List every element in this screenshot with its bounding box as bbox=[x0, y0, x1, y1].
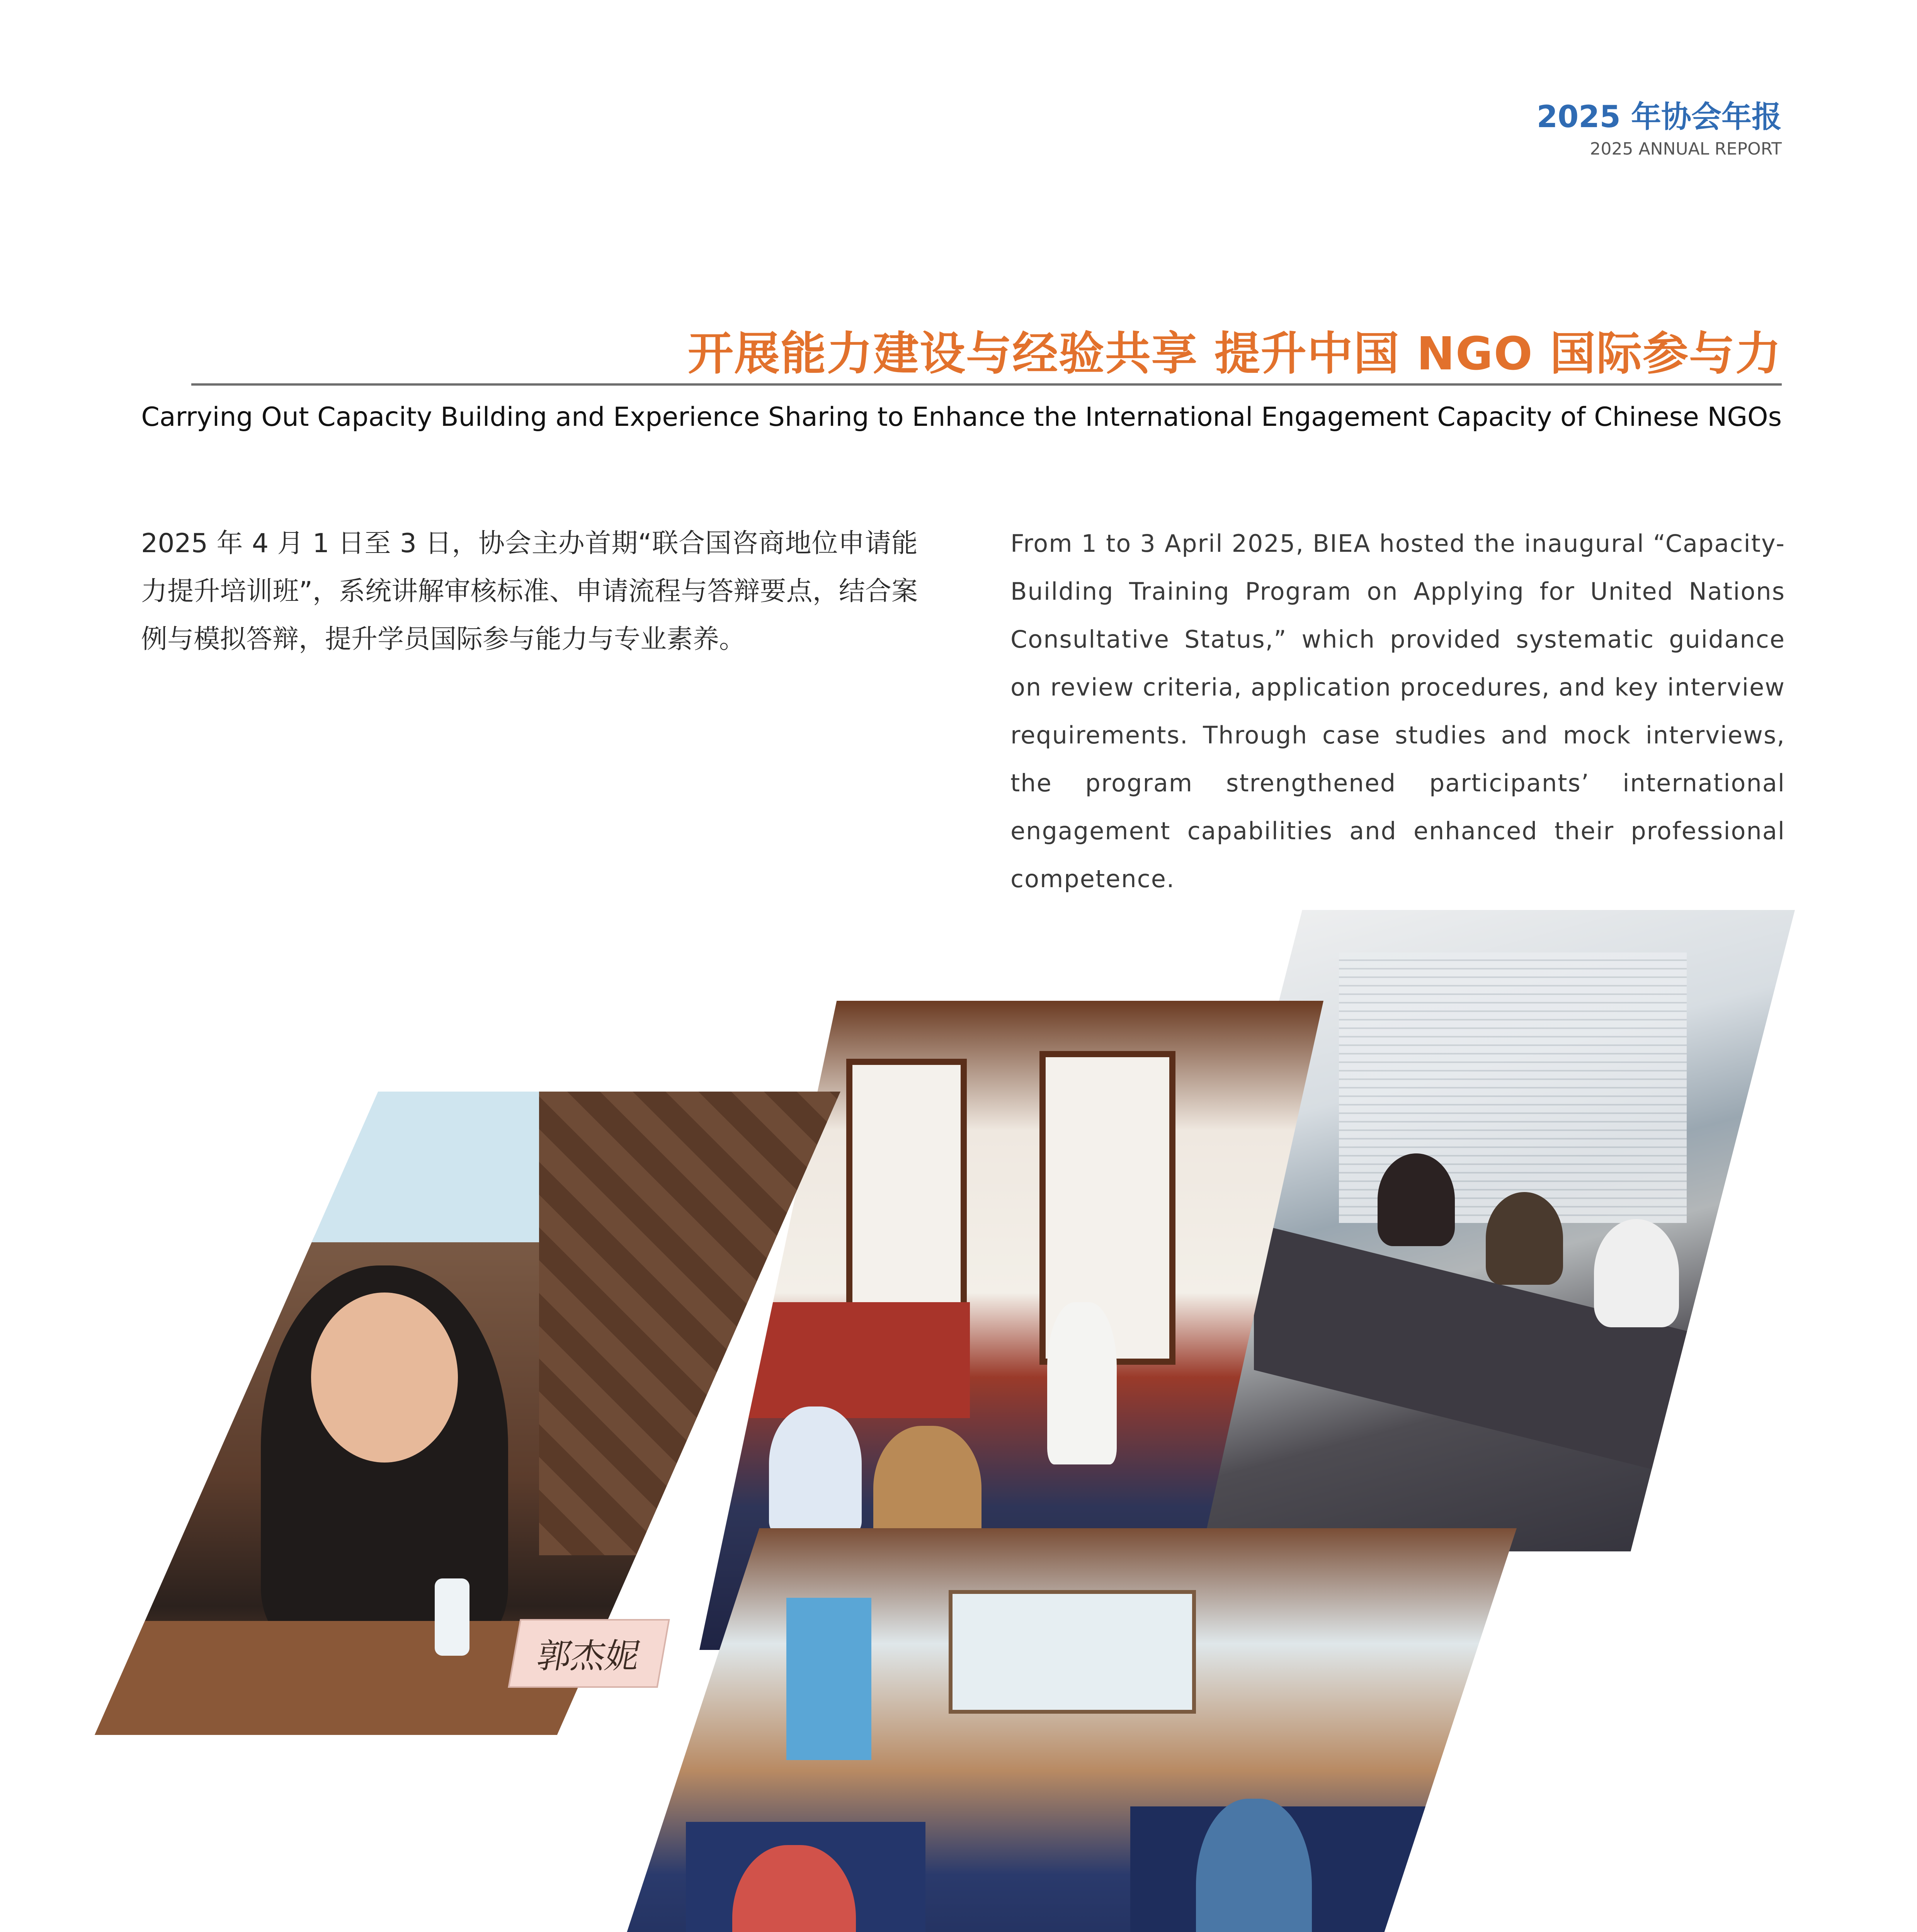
paragraph-training-en: From 1 to 3 April 2025, BIEA hosted the inaugural “Capacity-Building Training Program on Applying for United Nations Consultative Status,” which provided systematic guidance on review criteria, application procedures, and key interview requirements. Through case studies and mock interviews, the program strengthened participants’ international engagement capabilities and enhanced their professional competence. bbox=[1010, 529, 1785, 893]
section-title-en: Carrying Out Capacity Building and Experience Sharing to Enhance the International Engagement Capacity of Chinese NGOs bbox=[141, 402, 1782, 432]
section-divider bbox=[191, 383, 1782, 386]
photo-shanghai-lecture-audience bbox=[570, 1528, 1517, 1932]
nameplate-guo-jieni: 郭杰妮 bbox=[508, 1619, 670, 1688]
section-title-cn: 开展能力建设与经验共享 提升中国 NGO 国际参与力 bbox=[687, 327, 1782, 380]
paragraph-training-cn: 2025 年 4 月 1 日至 3 日，协会主办首期“联合国咨商地位申请能力提升培训班”，系统讲解审核标准、申请流程与答辩要点，结合案例与模拟答辩，提升学员国际参与能力与专业素养。 bbox=[141, 528, 918, 655]
report-title-cn: 2025 年协会年报 bbox=[1536, 100, 1782, 134]
report-title-en: 2025 ANNUAL REPORT bbox=[1590, 139, 1782, 159]
